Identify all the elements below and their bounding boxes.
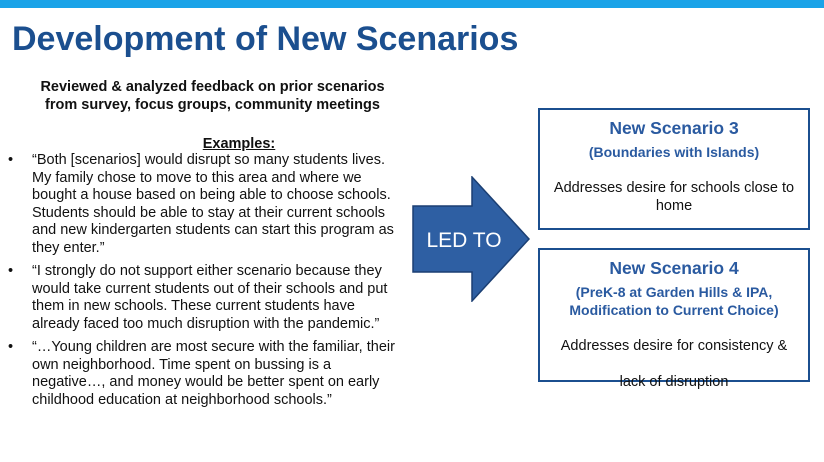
scenario-3-description: Addresses desire for schools close to home xyxy=(553,180,795,214)
scenario-4-description-line-1: Addresses desire for consistency & xyxy=(560,338,788,354)
scenario-4-title: New Scenario 4 xyxy=(609,258,739,278)
scenario-4-description-line-2: lack of disruption xyxy=(619,374,729,390)
quote-item xyxy=(8,263,400,333)
scenario-4-subtitle-line-1: (PreK-8 at Garden Hills & IPA, xyxy=(575,284,773,300)
top-accent-bar xyxy=(0,0,824,8)
scenario-3-card xyxy=(538,108,810,230)
quote-text: “…Young children are most secure with the familiar, their own neighborhood. Time spent on bussing is a negative…, and money would be better spent on early childhood education at neighborhood schools.” xyxy=(32,339,395,408)
bullet-icon: • xyxy=(8,339,14,355)
scenario-3-subtitle: (Boundaries with Islands) xyxy=(588,144,760,160)
intro-text xyxy=(20,78,405,114)
quote-item xyxy=(8,339,400,409)
bullet-icon: • xyxy=(8,263,14,279)
quote-text: “Both [scenarios] would disrupt so many students lives. My family chose to move to this area and where we bought a house based on being able to choose schools. Students should be able to stay at their current schools and new kindergarten students can start this program as they enter.” xyxy=(32,152,394,256)
scenario-3-title: New Scenario 3 xyxy=(609,118,739,138)
intro-line-2: from survey, focus groups, community meetings xyxy=(45,97,380,113)
intro-line-1: Reviewed & analyzed feedback on prior scenarios xyxy=(40,79,385,95)
quote-item xyxy=(8,152,400,257)
scenario-4-subtitle-line-2: Modification to Current Choice) xyxy=(569,302,779,318)
quote-list xyxy=(8,152,400,415)
led-to-arrow xyxy=(412,176,530,302)
arrow-label: LED TO xyxy=(426,229,502,252)
scenario-4-card xyxy=(538,248,810,390)
slide-title: Development of New Scenarios xyxy=(12,20,519,58)
quote-text: “I strongly do not support either scenario because they would take current students out of their schools and put them in new schools. These current students have already faced too much disruption with the pandemic.” xyxy=(32,263,388,332)
examples-heading: Examples: xyxy=(202,136,276,152)
bullet-icon: • xyxy=(8,152,14,168)
